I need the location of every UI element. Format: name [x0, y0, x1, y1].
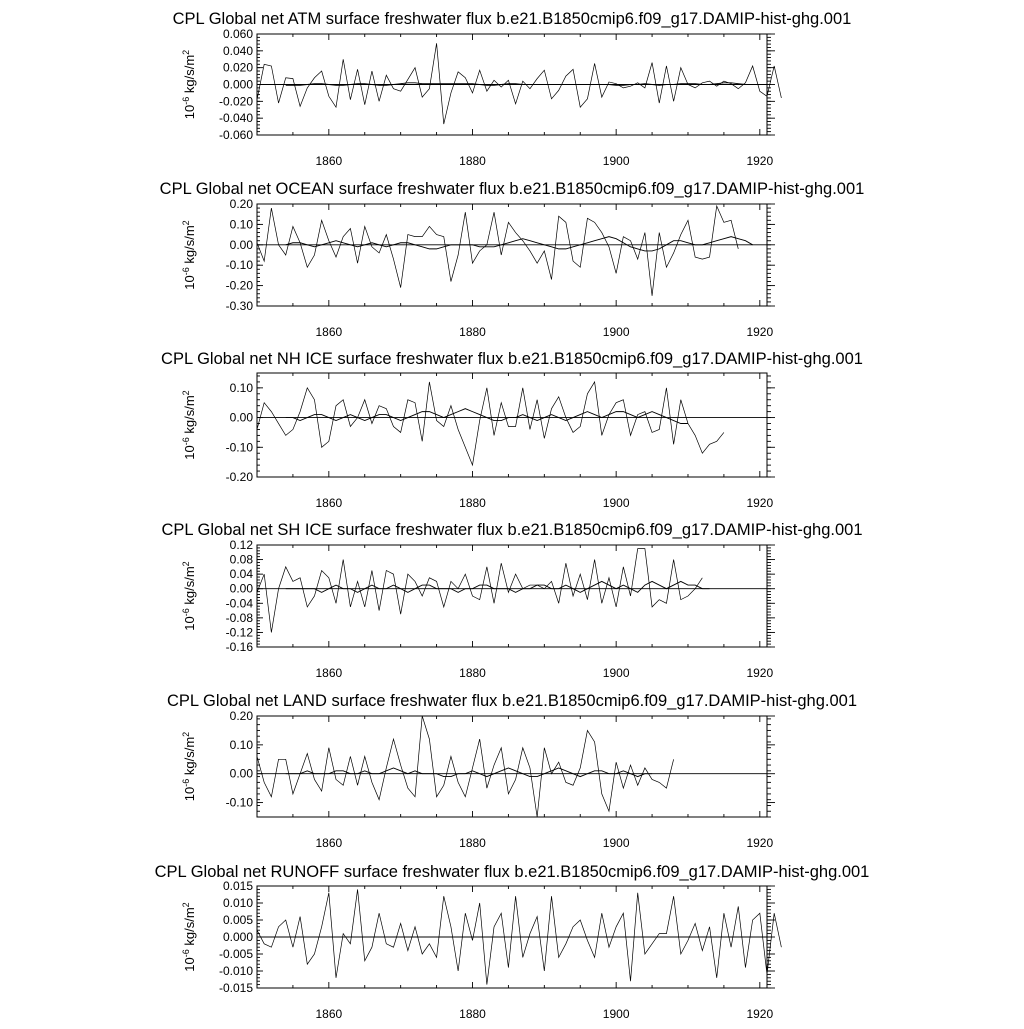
y-tick-label: 0.010	[222, 896, 253, 910]
y-tick-label: -0.12	[225, 625, 253, 640]
x-tick-label: 1860	[315, 666, 343, 680]
panel-5	[167, 692, 857, 850]
y-axis-label	[181, 390, 197, 459]
y-tick-label: 0.000	[222, 77, 253, 92]
ylabel-exponent: -6	[181, 949, 191, 958]
y-tick-label: 0.015	[222, 879, 253, 893]
x-tick-label: 1880	[459, 666, 486, 680]
panel-title: CPL Global net RUNOFF surface freshwater flux b.e21.B1850cmip6.f09_g17.DAMIP-hist-ghg.001	[154, 863, 870, 881]
running-mean-line	[286, 768, 652, 777]
ylabel-units: kg/s/m	[182, 54, 197, 97]
plot-frame	[257, 204, 767, 306]
ylabel-squared: 2	[181, 390, 191, 396]
x-tick-label: 1880	[459, 1007, 486, 1021]
running-mean-line	[286, 237, 753, 251]
ylabel-units: kg/s/m	[182, 736, 197, 779]
panel-1	[173, 10, 852, 168]
y-tick-label: 0.000	[222, 930, 253, 944]
panel-title: CPL Global net LAND surface freshwater flux b.e21.B1850cmip6.f09_g17.DAMIP-hist-ghg.001	[166, 692, 858, 710]
plot-frame	[257, 545, 767, 647]
x-tick-label: 1880	[459, 496, 486, 510]
y-tick-label: -0.010	[218, 964, 253, 978]
y-axis-label	[181, 220, 197, 289]
ylabel-base: 10	[182, 104, 197, 120]
annual-series-line	[257, 549, 702, 633]
y-tick-label: 0.060	[222, 27, 253, 41]
annual-series-line	[257, 206, 738, 296]
x-tick-label: 1900	[602, 154, 630, 168]
y-tick-label: 0.00	[229, 766, 253, 781]
y-tick-label: -0.30	[225, 299, 253, 313]
y-axis-label	[181, 902, 197, 971]
ylabel-base: 10	[182, 445, 197, 460]
y-axis-label	[181, 50, 197, 119]
x-tick-label: 1880	[459, 154, 486, 168]
y-tick-label: 0.040	[222, 43, 253, 58]
x-tick-label: 1920	[746, 666, 774, 680]
panel-4	[161, 521, 862, 680]
x-tick-label: 1860	[315, 496, 343, 510]
y-tick-label: -0.20	[225, 278, 253, 293]
y-tick-label: 0.10	[229, 380, 253, 395]
x-tick-label: 1900	[602, 666, 630, 680]
x-tick-label: 1900	[602, 836, 630, 850]
ylabel-exponent: -6	[181, 437, 191, 446]
ylabel-base: 10	[182, 957, 197, 972]
panel-3	[161, 350, 863, 510]
y-tick-label: -0.10	[225, 440, 253, 455]
ylabel-base: 10	[182, 275, 197, 290]
x-tick-label: 1900	[602, 496, 630, 510]
y-tick-label: 0.12	[229, 538, 253, 552]
ylabel-units: kg/s/m	[182, 907, 197, 950]
y-tick-label: 0.20	[229, 197, 253, 211]
y-tick-label: -0.08	[225, 610, 253, 625]
x-tick-label: 1920	[746, 496, 774, 510]
ylabel-exponent: -6	[181, 608, 191, 617]
plot-frame	[257, 373, 767, 477]
y-tick-label: -0.040	[218, 111, 253, 126]
x-tick-label: 1860	[315, 325, 343, 339]
y-tick-label: -0.16	[225, 640, 253, 654]
running-mean-line	[286, 83, 753, 86]
x-tick-label: 1860	[315, 836, 343, 850]
annual-series-line	[257, 382, 724, 465]
ylabel-exponent: -6	[181, 96, 191, 105]
ylabel-exponent: -6	[181, 267, 191, 276]
panel-2	[160, 180, 865, 339]
y-tick-label: -0.04	[225, 596, 253, 611]
ylabel-squared: 2	[181, 731, 191, 737]
x-tick-label: 1900	[602, 1007, 630, 1021]
y-tick-label: 0.04	[229, 567, 253, 582]
ylabel-units: kg/s/m	[182, 566, 197, 609]
y-axis-label	[181, 732, 197, 801]
plot-frame	[257, 716, 767, 817]
y-tick-label: -0.015	[218, 981, 253, 995]
y-tick-label: -0.005	[218, 947, 253, 961]
x-tick-label: 1860	[315, 1007, 343, 1021]
ylabel-squared: 2	[181, 902, 191, 908]
ylabel-squared: 2	[181, 561, 191, 567]
ylabel-squared: 2	[181, 220, 191, 226]
y-tick-label: 0.020	[222, 60, 253, 75]
ylabel-units: kg/s/m	[182, 395, 197, 438]
y-tick-label: 0.005	[222, 913, 253, 927]
y-tick-label: -0.10	[225, 258, 253, 273]
panel-title: CPL Global net NH ICE surface freshwater flux b.e21.B1850cmip6.f09_g17.DAMIP-hist-ghg.001	[161, 350, 863, 368]
y-tick-label: -0.10	[225, 795, 253, 810]
y-tick-label: 0.10	[229, 217, 253, 232]
ylabel-base: 10	[182, 786, 197, 802]
ylabel-units: kg/s/m	[182, 225, 197, 268]
y-tick-label: -0.060	[218, 128, 253, 142]
x-tick-label: 1920	[746, 1007, 774, 1021]
ylabel-squared: 2	[181, 49, 191, 55]
y-tick-label: 0.00	[229, 581, 253, 596]
y-tick-label: 0.10	[229, 737, 253, 752]
x-tick-label: 1920	[746, 325, 774, 339]
y-tick-label: 0.20	[229, 709, 253, 723]
panel-title: CPL Global net ATM surface freshwater flux b.e21.B1850cmip6.f09_g17.DAMIP-hist-ghg.001	[172, 10, 852, 28]
panel-6	[155, 863, 870, 1021]
x-tick-label: 1900	[602, 325, 630, 339]
x-tick-label: 1920	[746, 154, 774, 168]
y-tick-label: 0.08	[229, 552, 253, 567]
y-axis-label	[181, 561, 197, 630]
y-tick-label: 0.00	[229, 410, 253, 425]
ylabel-base: 10	[182, 616, 197, 631]
panel-title: CPL Global net OCEAN surface freshwater flux b.e21.B1850cmip6.f09_g17.DAMIP-hist-ghg.001	[159, 180, 865, 198]
panel-title: CPL Global net SH ICE surface freshwater flux b.e21.B1850cmip6.f09_g17.DAMIP-hist-ghg.001	[161, 521, 863, 539]
x-tick-label: 1920	[746, 836, 774, 850]
ylabel-exponent: -6	[181, 778, 191, 787]
x-tick-label: 1880	[459, 325, 486, 339]
y-tick-label: -0.20	[225, 470, 253, 484]
x-tick-label: 1880	[459, 836, 486, 850]
y-tick-label: 0.00	[229, 237, 253, 252]
y-tick-label: -0.020	[218, 94, 253, 109]
annual-series-line	[257, 716, 674, 817]
x-tick-label: 1860	[315, 154, 343, 168]
